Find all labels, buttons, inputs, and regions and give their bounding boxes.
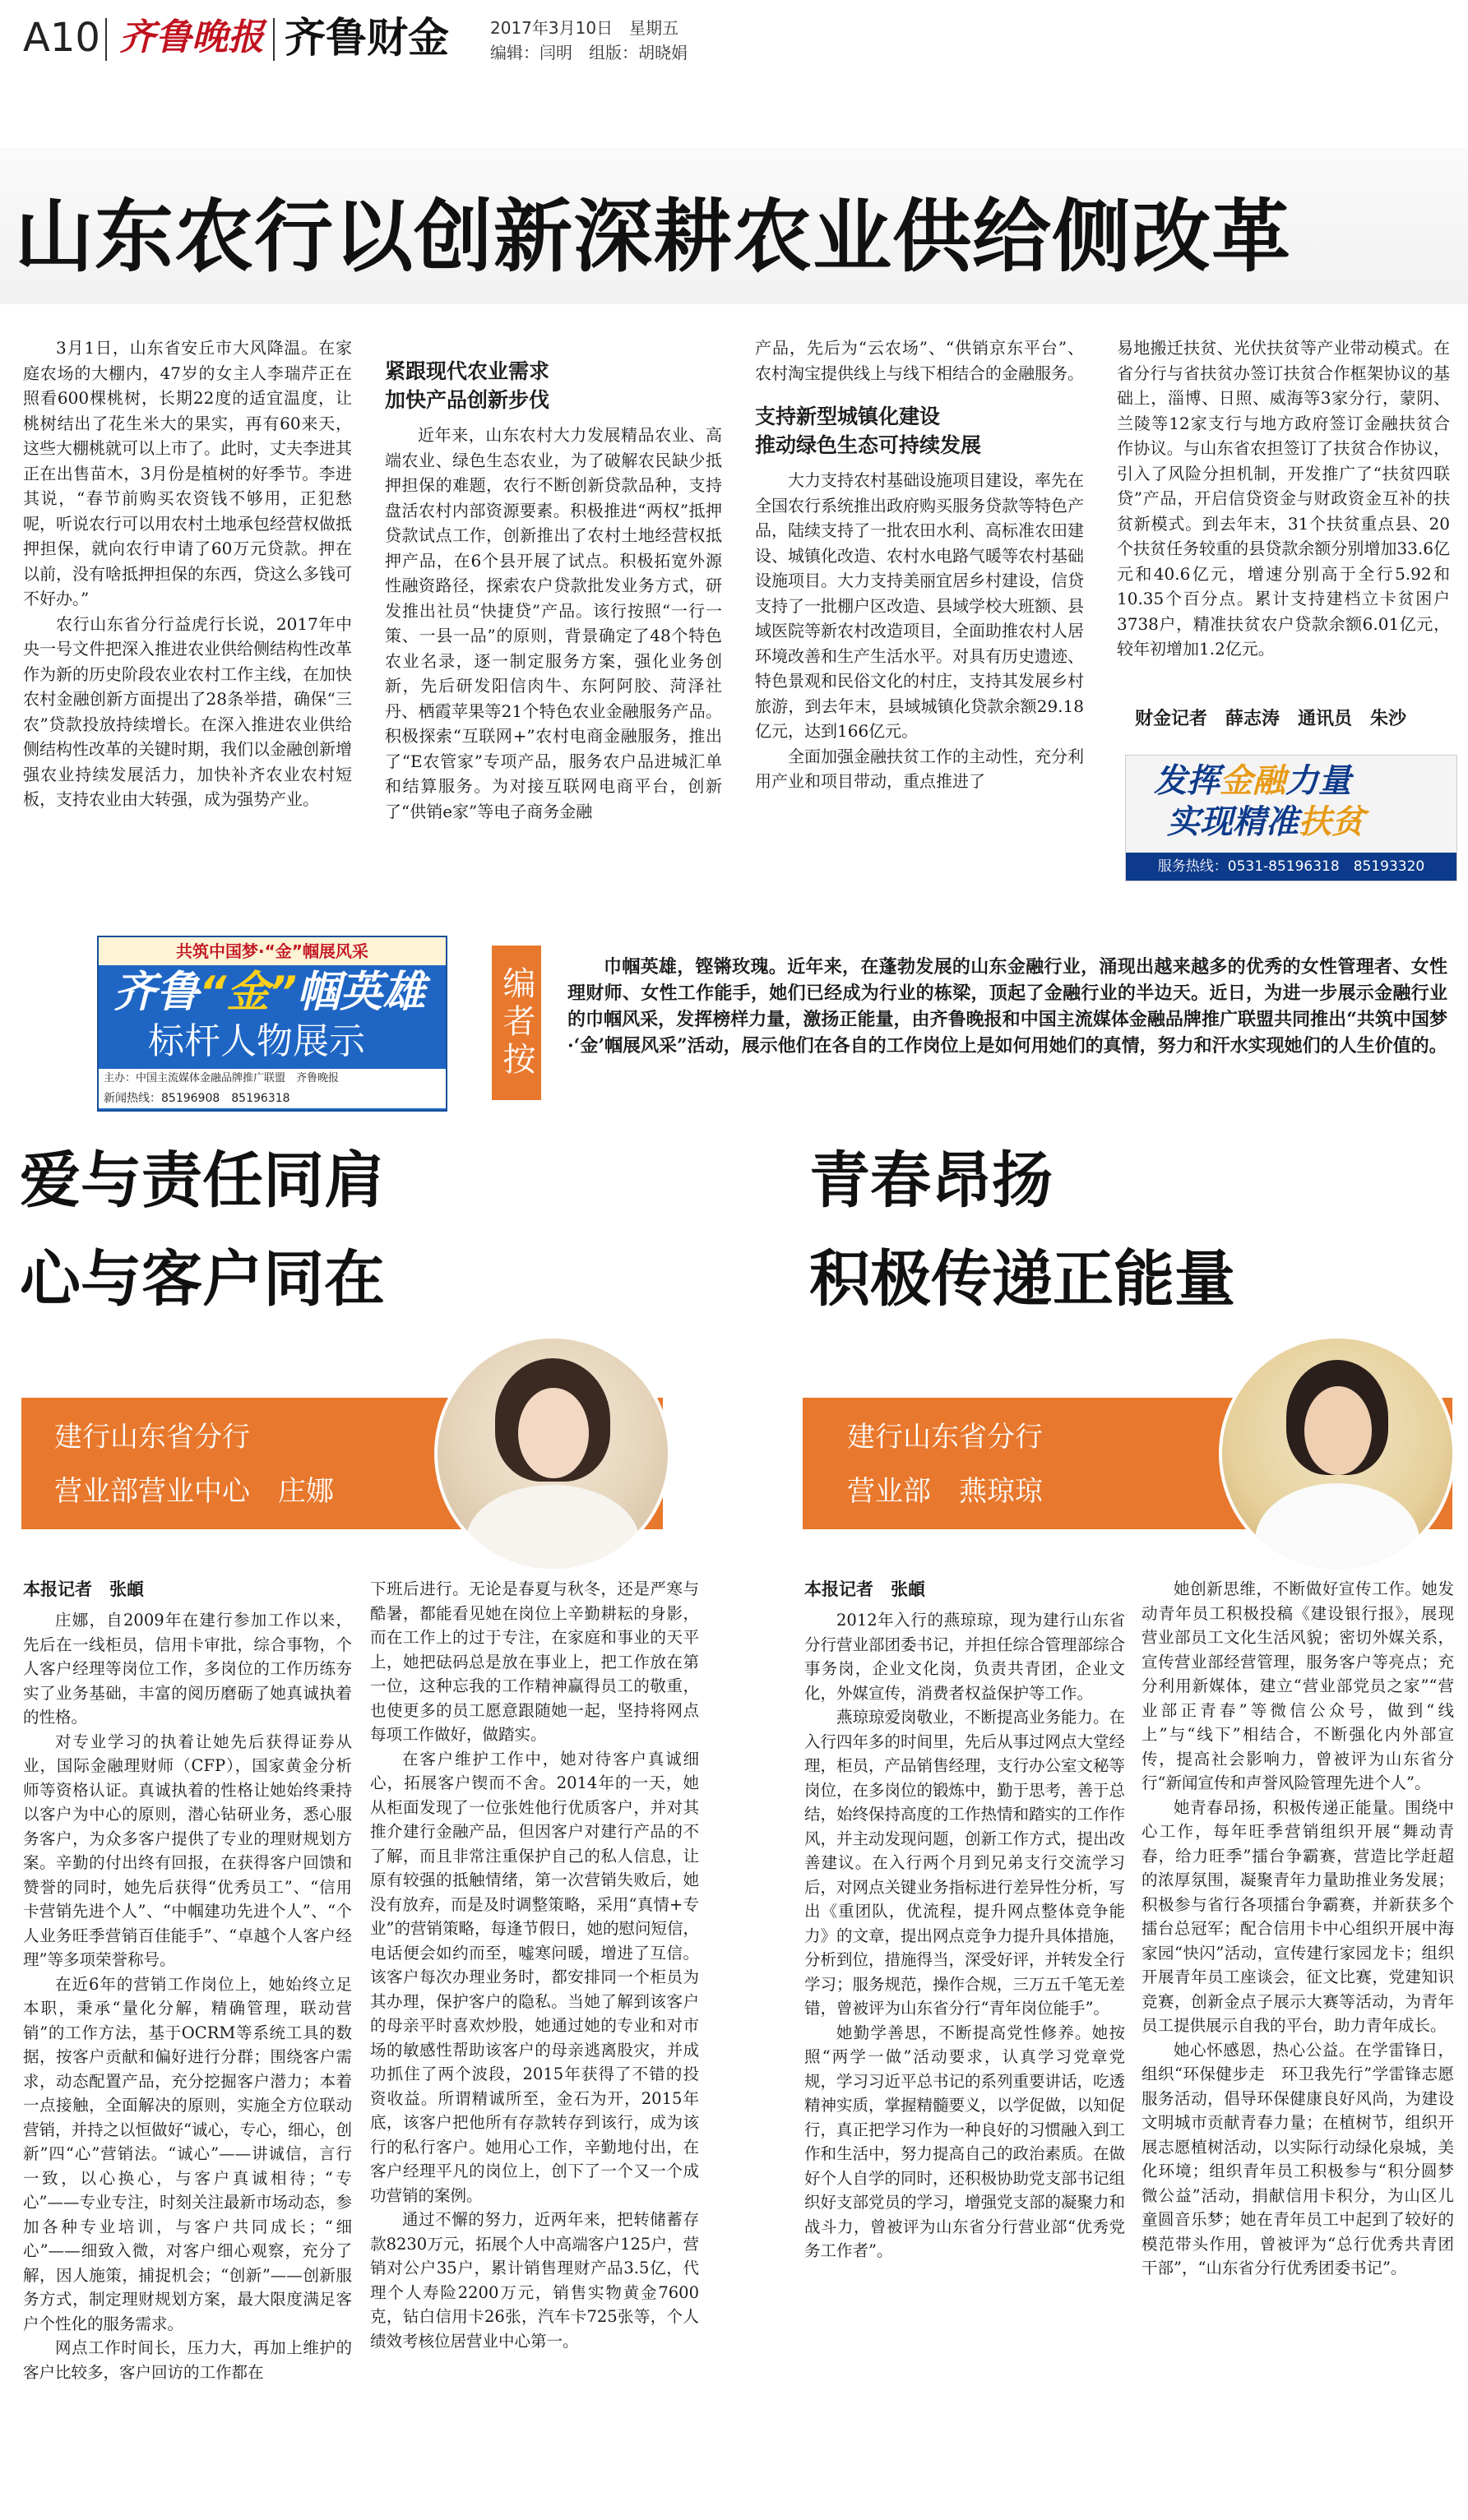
subheading: 紧跟现代农业需求 加快产品创新步伐 xyxy=(385,359,550,412)
left-portrait-photo xyxy=(434,1335,671,1572)
right-column-1 xyxy=(804,1608,1125,2496)
paragraph: 近年来，山东农村大力发展精品农业、高端农业、绿色生态农业，为了破解农民缺少抵押担保的难题，农行不断创新贷款品种，支持盘活农村内部资源要素。积极推进“两权”抵押贷款试点工作，创新推出了农村土地经营权抵押产品，在6个县开展了试点。积极拓宽外源性融资路径，探索农户贷款批发业务方式，研发推出社员“快捷贷”产品。该行按照“一行一策、一县一品”的原则，背景确定了48个特色农业名录，逐一制定服务方案，强化业务创新，先后研发阳信肉牛、东阿阿胶、菏泽社丹、栖霞苹果等21个特色农业金融服务产品。积极探索“互联网+”农村电商金融服务，推出了“E农管家”专项产品，服务农户品进城汇单和结算服务。为对接互联网电商平台，创新了“供销e家”等电子商务金融 xyxy=(385,425,722,821)
left-headline-1: 爱与责任同肩 xyxy=(20,1145,385,1216)
campaign-banner xyxy=(97,936,447,1112)
ad-hotline: 服务热线：0531-85196318 85193320 xyxy=(1126,853,1456,881)
portrait-body xyxy=(1255,1483,1419,1572)
ad-text: 力量 xyxy=(1285,762,1351,800)
banner-top: 共筑中国梦·“金”帼展风采 xyxy=(99,937,446,965)
paragraph: 对专业学习的执着让她先后获得证券从业，国际金融理财师（CFP），国家黄金分析师等资格认证。真诚执着的性格让她始终秉持以客户为中心的原则，潜心钻研业务，悉心服务客户，为众多客户提供了专业的理财规划方案。辛勤的付出终有回报，在获得客户回馈和赞誉的同时，她先后获得“优秀员工”、“信用卡营销先进个人”、“中帼建功先进个人”、“个人业务旺季营销百佳能手”、“卓越个人客户经理”等多项荣誉称号。 xyxy=(23,1732,352,1969)
paragraph: 在近6年的营销工作岗位上，她始终立足本职，秉承“量化分解，精确管理，联动营销”的工作方法，基于OCRM等系统工具的数据，按客户贡献和偏好进行分群；围绕客户需求，动态配置产品，充分挖掘客户潜力；本着一点接触，全面解决的原则，实施全方位联动营销，并持之以恒做好“诚心，专心，细心，创新”四“心”营销法。“诚心”——讲诚信，言行一致，以心换心，与客户真诚相待；“专心”——专业专注，时刻关注最新市场动态，参加各种专业培训，与客户共同成长；“细心”——细致入微，对客户细心观察，充分了解，因人施策，捕捉机会；“创新”——创新服务方式，制定理财规划方案，最大限度满足客户个性化的服务需求。 xyxy=(23,1974,352,2333)
paragraph: 她心怀感恩，热心公益。在学雷锋日，组织“环保健步走 环卫我先行”学雷锋志愿服务活动，倡导环保健康良好风尚，为建设文明城市贡献青春力量；在植树节，组织开展志愿植树活动，以实际行动绿化泉城，美化环境；组织青年员工积极参与“积分圆梦微公益”活动，捐献信用卡积分，为山区儿童圆音乐梦；她在青年员工中起到了较好的模范带头作用，曾被评为“总行优秀共青团干部”，“山东省分行优秀团委书记”。 xyxy=(1142,2040,1454,2277)
paragraph: 全面加强金融扶贫工作的主动性，充分利用产业和项目带动，重点推进了 xyxy=(755,746,1084,791)
paper-logo: 齐鲁晚报 xyxy=(119,16,264,58)
paragraph: 通过不懈的努力，近两年来，把转储蓄存款8230万元，拓展个人中高端客户125户，营销对公户35户，累计销售理财产品3.5亿，代理个人寿险2200万元，销售实物黄金7600克，钻白信用卡26张，汽车卡725张等，个人绩效考核位居营业中心第一。 xyxy=(370,2210,699,2351)
right-dept: 营业部 燕琼琼 xyxy=(847,1475,1043,1508)
ad-text-highlight: 金融 xyxy=(1220,762,1285,800)
subheading: 支持新型城镇化建设 推动绿色生态可持续发展 xyxy=(755,405,982,457)
left-dept: 营业部营业中心 庄娜 xyxy=(54,1475,334,1508)
ad-box xyxy=(1125,755,1457,881)
right-column-2 xyxy=(1142,1577,1454,2496)
right-portrait-photo xyxy=(1219,1335,1456,1572)
page-number: A10 xyxy=(23,15,100,61)
lead-column-1 xyxy=(23,335,352,919)
lead-column-4 xyxy=(1117,335,1450,705)
paragraph: 3月1日，山东省安丘市大风降温。在家庭农场的大棚内，47岁的女主人李瑞芹正在照看600棵桃树，长期22度的适宜温度，让桃树结出了花生米大的果实，再有60来天，这些大棚桃就可以上市了。此时，丈夫李进其正在出售苗木，3月份是植树的好季节。李进其说，“春节前购买农资钱不够用，正犯愁呢，听说农行可以用农村土地承包经营权做抵押担保，就向农行申请了60万元贷款。押在以前，没有啥抵押担保的东西，贷这么多钱可不好办。” xyxy=(23,338,352,608)
paragraph: 网点工作时间长，压力大，再加上维护的客户比较多，客户回访的工作都在 xyxy=(23,2338,352,2382)
masthead-divider xyxy=(105,18,107,61)
masthead-divider-2 xyxy=(273,18,275,61)
paragraph: 2012年入行的燕琼琼，现为建行山东省分行营业部团委书记，并担任综合管理部综合事务岗，企业文化岗，负责共青团，企业文化，外媒宣传，消费者权益保护等工作。 xyxy=(804,1611,1125,1703)
ad-text: 发挥 xyxy=(1154,762,1220,800)
right-headline-1: 青春昂扬 xyxy=(809,1145,1053,1216)
paragraph: 她创新思维，不断做好宣传工作。她发动青年员工积极投稿《建设银行报》，展现营业部员工文化生活风貌；密切外媒关系，宣传营业部经营管理，服务客户等亮点；充分利用新媒体，建立“营业部党员之家”“营业部正青春”等微信公众号，做到“线上”与“线下”相结合，不断强化内外部宣传，提高社会影响力，曾被评为山东省分行“新闻宣传和声誉风险管理先进个人”。 xyxy=(1142,1579,1454,1792)
paragraph: 在客户维护工作中，她对待客户真诚细心，拓展客户锲而不舍。2014年的一天，她从柜面发现了一位张姓他行优质客户，并对其推介建行金融产品，但因客户对建行产品的不了解，而且非常注重保护自己的私人信息，让原有较强的抵触情绪，第一次营销失败后，她没有放弃，而是及时调整策略，采用“真情+专业”的营销策略，每逢节假日，她的慰问短信，电话便会如约而至，嘘寒问暖，增进了互信。该客户每次办理业务时，都安排同一个柜员为其办理，保护客户的隐私。当她了解到该客户的母亲平时喜欢炒股，她通过她的专业和对市场的敏感性帮助该客户的母亲逃离股灾，并成功抓住了两个波段，2015年获得了不错的投资收益。所谓精诚所至，金石为开，2015年底，该客户把他所有存款转存到该行，成为该行的私行客户。她用心工作，辛勤地付出，在客户经理平凡的岗位上，创下了一个又一个成功营销的案例。 xyxy=(370,1749,699,2205)
issue-date: 2017年3月10日 星期五 xyxy=(490,18,679,38)
paragraph: 庄娜，自2009年在建行参加工作以来，先后在一线柜员，信用卡审批，综合事物，个人客户经理等岗位工作，多岗位的工作历练夯实了业务基础，丰富的阅历磨砺了她真诚执着的性格。 xyxy=(23,1611,352,1727)
editor-note-text: 巾帼英雄，铿锵玫瑰。近年来，在蓬勃发展的山东金融行业，涌现出越来越多的优秀的女性管理者、女性理财师、女性工作能手，她们已经成为行业的栋梁，顶起了金融行业的半边天。近日，为进一步展示金融行业的巾帼风采，发挥榜样力量，激扬正能量，由齐鲁晚报和中国主流媒体金融品牌推广联盟共同推出“共筑中国梦·‘金’帼展风采”活动，展示他们在各自的工作岗位上是如何用她们的真情，努力和汗水实现她们的人生价值的。 xyxy=(567,956,1447,1057)
paragraph: 她勤学善思，不断提高党性修养。她按照“两学一做”活动要求，认真学习党章党规，学习习近平总书记的系列重要讲话，吃透精神实质，掌握精髓要义，以学促做，以知促行，真正把学习作为一种良好的习惯融入到工作和生活中，努力提高自己的政治素质。在做好个人自学的同时，还积极协助党支部书记组织好支部党员的学习，增强党支部的凝聚力和战斗力，曾被评为山东省分行营业部“优秀党务工作者”。 xyxy=(804,2023,1125,2260)
left-headline-2: 心与客户同在 xyxy=(20,1244,385,1315)
ad-text-highlight: 扶贫 xyxy=(1299,803,1364,841)
banner-sponsor: 主办：中国主流媒体金融品牌推广联盟 齐鲁晚报 xyxy=(99,1069,446,1089)
right-headline-2: 积极传递正能量 xyxy=(809,1244,1235,1315)
left-byline: 本报记者 张頔 xyxy=(23,1579,144,1599)
lead-column-2 xyxy=(385,335,722,919)
portrait-body xyxy=(465,1485,640,1572)
banner-text: 齐鲁 xyxy=(113,968,200,1017)
right-byline: 本报记者 张頔 xyxy=(804,1579,925,1599)
paragraph: 她青春昂扬，积极传递正能量。围绕中心工作，每年旺季营销组织开展“舞动青春，给力旺季”擂台争霸赛，营造比学赶超的浓厚氛围，凝聚青年力量助推业务发展；积极参与省行各项擂台争霸赛，并新获多个擂台总冠军；配合信用卡中心组织开展中海家园“快闪”活动，宣传建行家园龙卡；组织开展青年员工座谈会，征文比赛，党建知识竞赛，创新金点子展示大赛等活动，为青年员工提供展示自我的平台，助力青年成长。 xyxy=(1142,1797,1454,2035)
lead-byline: 财金记者 薛志涛 通讯员 朱沙 xyxy=(1135,709,1407,729)
banner-hotline: 新闻热线：85196908 85196318 xyxy=(99,1089,446,1108)
left-column-1 xyxy=(23,1608,352,2496)
section-name: 齐鲁财金 xyxy=(285,14,449,62)
lead-column-3 xyxy=(755,335,1084,919)
paragraph: 大力支持农村基础设施项目建设，率先在全国农行系统推出政府购买服务贷款等特色产品，陆续支持了一批农田水利、高标准农田建设、城镇化改造、农村水电路气暖等农村基础设施项目。大力支持美丽宜居乡村建设，信贷支持了一批棚户区改造、县域学校大班额、县域医院等新农村改造项目，全面助推农村人居环境改善和生产生活水平。对具有历史遗迹、特色景观和民俗文化的村庄，支持其发展乡村旅游，到去年末，县域城镇化贷款余额29.18亿元，达到166亿元。 xyxy=(755,470,1084,741)
paragraph: 下班后进行。无论是春夏与秋冬，还是严寒与酷暑，都能看见她在岗位上辛勤耕耘的身影，而在工作上的过于专注，在家庭和事业的天平上，她把砝码总是放在事业上，把工作放在第一位，这种忘我的工作精神赢得员工的敬重，也使更多的员工愿意跟随她一起，坚持将网点每项工作做好，做踏实。 xyxy=(370,1579,699,1744)
editor-note-label: 编者按 xyxy=(492,946,541,1100)
banner-subtitle: 标杆人物展示 xyxy=(148,1020,365,1062)
banner-text-gold: “金” xyxy=(199,968,297,1017)
paragraph: 易地搬迁扶贫、光伏扶贫等产业带动模式。在省分行与省扶贫办签订扶贫合作框架协议的基础上，淄博、日照、威海等3家分行，蒙阴、兰陵等12家支行与地方政府签订金融扶贫合作协议。与山东省农担签订了扶贫合作协议，引入了风险分担机制，开发推广了“扶贫四联贷”产品，开启信贷资金与财政资金互补的扶贫新模式。到去年末，31个扶贫重点县、20个扶贫任务较重的县贷款余额分别增加33.6亿元和40.6亿元，增速分别高于全行5.92和10.35个百分点。累计支持建档立卡贫困户3738户，精准扶贫农户贷款余额6.01亿元，较年初增加1.2亿元。 xyxy=(1117,338,1450,659)
banner-text: 帼英雄 xyxy=(297,968,426,1017)
portrait-face xyxy=(1304,1386,1372,1475)
portrait-face xyxy=(518,1388,589,1478)
right-org: 建行山东省分行 xyxy=(847,1421,1043,1454)
ad-text: 实现精准 xyxy=(1167,803,1299,841)
ad-slogan-1 xyxy=(1154,761,1351,802)
paragraph: 产品，先后为“云农场”、“供销京东平台”、农村淘宝提供线上与线下相结合的金融服务。 xyxy=(755,338,1084,383)
lead-headline: 山东农行以创新深耕农业供给侧改革 xyxy=(15,191,1291,283)
paragraph: 燕琼琼爱岗敬业，不断提高业务能力。在入行四年多的时间里，先后从事过网点大堂经理，柜员，产品销售经理，支行办公室文秘等岗位，在多岗位的锻炼中，勤于思考，善于总结，始终保持高度的工作热情和踏实的工作作风，并主动发现问题，创新工作方式，提出改善建议。在入行两个月到兄弟支行交流学习后，对网点关键业务指标进行差异性分析，写出《重团队，优流程，提升网点整体竞争能力》的文章，提出网点竞争力提升具体措施，分析到位，措施得当，深受好评，并转发全行学习；服务规范，操作合规，三万五千笔无差错，曾被评为山东省分行“青年岗位能手”。 xyxy=(804,1708,1125,2018)
left-column-2 xyxy=(370,1577,699,2496)
banner-title xyxy=(113,967,425,1018)
paragraph: 农行山东省分行益虎行长说，2017年中央一号文件把深入推进农业供给侧结构性改革作为新的历史阶段农业农村工作主线，在加快农村金融创新方面提出了28条举措，确保“三农”贷款投放持续增长。在深入推进农业供给侧结构性改革的关键时期，我们以金融创新增强农业持续发展活力，加快补齐农业农村短板，支持农业由大转强，成为强势产业。 xyxy=(23,613,352,809)
ad-slogan-2 xyxy=(1167,802,1364,843)
left-org: 建行山东省分行 xyxy=(54,1421,250,1454)
editors-line: 编辑：闫明 组版：胡晓娟 xyxy=(490,43,688,62)
